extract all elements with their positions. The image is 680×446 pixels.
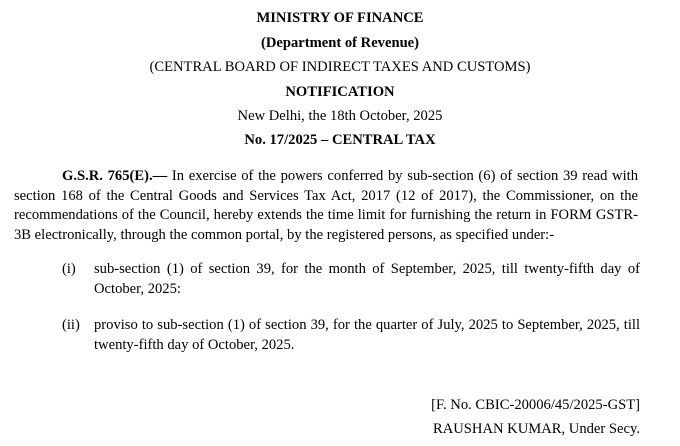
file-number: [F. No. CBIC-20006/45/2025-GST]: [431, 397, 640, 413]
list-item-number: (i): [62, 261, 76, 277]
signatory: RAUSHAN KUMAR, Under Secy.: [432, 421, 640, 437]
board-title: (CENTRAL BOARD OF INDIRECT TAXES AND CUSTOMS): [149, 59, 531, 75]
list-item-text: sub-section (1) of section 39, for the month of September, 2025, till twenty-fifth day of October, 2025:: [94, 261, 640, 297]
ministry-title: MINISTRY OF FINANCE: [256, 10, 424, 26]
main-paragraph: [14, 167, 638, 245]
list-item-text: proviso to sub-section (1) of section 39, for the quarter of July, 2025 to September, 2025, till twenty-fifth day of October, 2025.: [94, 317, 640, 353]
main-paragraph-text: In exercise of the powers conferred by sub-section (6) of section 39 read with section 168 of the Central Goods and Services Tax Act, 2017 (12 of 2017), the Commissioner, on the recommendations of the Council, hereby extends the time limit for furnishing the return in FORM GSTR-3B electronically, through the common portal, by the registered persons, as specified under:-: [14, 168, 638, 243]
list-item-number: (ii): [62, 317, 80, 333]
gsr-reference: G.S.R. 765(E).—: [62, 168, 168, 184]
place-date: New Delhi, the 18th October, 2025: [237, 108, 443, 124]
notification-number: No. 17/2025 – CENTRAL TAX: [244, 132, 436, 148]
department-title: (Department of Revenue): [260, 35, 420, 51]
notification-heading: NOTIFICATION: [285, 84, 395, 100]
